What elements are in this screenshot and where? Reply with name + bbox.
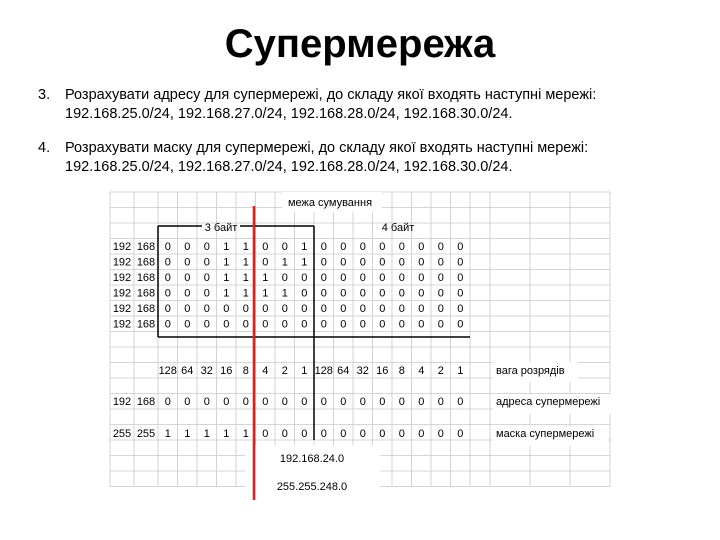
task-number: 4. (38, 140, 51, 156)
network-bit: 0 (262, 256, 269, 269)
network-bit: 1 (242, 287, 249, 300)
mask-bit: 0 (301, 428, 308, 440)
network-bit: 0 (398, 256, 405, 269)
bit-weight: 64 (337, 365, 350, 377)
network-bit: 0 (223, 318, 230, 331)
address-bit: 0 (262, 396, 269, 408)
network-bit: 0 (398, 318, 405, 331)
address-bit: 0 (437, 396, 444, 408)
network-octet-2: 168 (136, 318, 156, 331)
network-bit: 0 (184, 256, 191, 269)
network-bit: 0 (301, 303, 308, 315)
network-octet-1: 192 (112, 318, 132, 331)
result-mask: 255.255.248.0 (276, 481, 348, 493)
mask-bit: 0 (418, 428, 425, 440)
network-bit: 0 (320, 241, 327, 253)
mask-bit: 0 (359, 428, 366, 440)
network-bit: 0 (262, 303, 269, 315)
network-bit: 0 (184, 318, 191, 331)
address-bit: 0 (301, 396, 308, 408)
network-bit: 0 (281, 303, 288, 315)
network-bit: 0 (184, 303, 191, 315)
mask-label: маска супермережі (496, 428, 595, 440)
network-bit: 0 (457, 272, 464, 284)
bit-weight: 16 (220, 365, 233, 377)
network-bit: 0 (301, 272, 308, 284)
network-bit: 0 (164, 241, 171, 253)
network-bit: 0 (281, 241, 288, 253)
network-bit: 0 (340, 303, 347, 315)
address-bit: 0 (164, 396, 171, 408)
network-bit: 1 (281, 287, 288, 300)
address-octet-1: 192 (112, 396, 132, 408)
network-bit: 0 (281, 318, 288, 331)
bit-weight: 8 (398, 365, 405, 377)
result-address: 192.168.24.0 (279, 453, 345, 465)
weights-label: вага розрядів (496, 365, 565, 377)
network-bit: 0 (164, 303, 171, 315)
address-octet-2: 168 (136, 396, 156, 408)
network-bit: 0 (359, 318, 366, 331)
bit-weight: 4 (262, 365, 269, 377)
bit-weight: 2 (281, 365, 288, 377)
network-bit: 0 (203, 303, 210, 315)
network-bit: 0 (418, 303, 425, 315)
network-bit: 0 (379, 256, 386, 269)
network-bit: 1 (242, 241, 249, 253)
network-octet-2: 168 (136, 256, 156, 269)
mask-octet-1: 255 (112, 428, 132, 440)
network-bit: 0 (457, 303, 464, 315)
mask-bit: 1 (164, 428, 171, 440)
bit-weight: 64 (181, 365, 194, 377)
network-bit: 0 (281, 272, 288, 284)
network-bit: 0 (320, 318, 327, 331)
network-octet-2: 168 (136, 303, 156, 315)
address-bit: 0 (379, 396, 386, 408)
network-bit: 0 (418, 272, 425, 284)
network-octet-2: 168 (136, 272, 156, 284)
network-bit: 0 (437, 318, 444, 331)
bit-weight: 32 (200, 365, 213, 377)
task-text-line: Розрахувати маску для супермережі, до складу якої входять наступні мережі: (65, 140, 589, 156)
address-bit: 0 (359, 396, 366, 408)
network-bit: 0 (164, 256, 171, 269)
network-octet-2: 168 (136, 241, 156, 253)
address-bit: 0 (418, 396, 425, 408)
network-bit: 0 (340, 256, 347, 269)
network-bit: 0 (437, 303, 444, 315)
mask-bit: 0 (379, 428, 386, 440)
network-bit: 0 (398, 303, 405, 315)
network-bit: 1 (242, 272, 249, 284)
mask-bit: 0 (457, 428, 464, 440)
mask-bit: 0 (340, 428, 347, 440)
network-bit: 0 (242, 303, 249, 315)
network-bit: 0 (398, 272, 405, 284)
mask-bit: 0 (437, 428, 444, 440)
boundary-label: межа сумування (287, 197, 373, 209)
network-octet-1: 192 (112, 303, 132, 315)
network-bit: 0 (359, 287, 366, 300)
network-octet-2: 168 (136, 287, 156, 300)
mask-bit: 1 (184, 428, 191, 440)
network-bit: 0 (379, 241, 386, 253)
mask-bit: 1 (242, 428, 249, 440)
bit-weight: 4 (418, 365, 425, 377)
network-bit: 0 (379, 287, 386, 300)
network-bit: 1 (262, 272, 269, 284)
mask-bit: 0 (398, 428, 405, 440)
network-bit: 1 (223, 256, 230, 269)
network-bit: 0 (262, 318, 269, 331)
address-bit: 0 (203, 396, 210, 408)
network-bit: 0 (320, 272, 327, 284)
mask-bit: 0 (320, 428, 327, 440)
task-text-line: Розрахувати адресу для супермережі, до складу якої входять наступні мережі: (65, 87, 597, 103)
network-bit: 0 (379, 272, 386, 284)
mask-bit: 0 (262, 428, 269, 440)
network-bit: 1 (242, 256, 249, 269)
network-bit: 1 (223, 272, 230, 284)
network-octet-1: 192 (112, 256, 132, 269)
network-bit: 0 (340, 287, 347, 300)
address-bit: 0 (281, 396, 288, 408)
network-bit: 0 (262, 241, 269, 253)
network-bit: 1 (223, 287, 230, 300)
network-bit: 0 (320, 303, 327, 315)
network-bit: 0 (418, 256, 425, 269)
network-bit: 0 (418, 318, 425, 331)
network-bit: 1 (262, 287, 269, 300)
mask-bit: 1 (203, 428, 210, 440)
network-bit: 0 (359, 272, 366, 284)
network-bit: 0 (437, 272, 444, 284)
network-bit: 0 (320, 287, 327, 300)
network-bit: 0 (203, 287, 210, 300)
network-bit: 0 (320, 256, 327, 269)
task-text-line: 192.168.25.0/24, 192.168.27.0/24, 192.168.28.0/24, 192.168.30.0/24. (65, 159, 513, 175)
network-bit: 0 (379, 318, 386, 331)
network-bit: 0 (457, 241, 464, 253)
network-bit: 0 (340, 272, 347, 284)
network-bit: 0 (164, 318, 171, 331)
address-bit: 0 (184, 396, 191, 408)
network-bit: 0 (457, 256, 464, 269)
network-octet-1: 192 (112, 241, 132, 253)
address-bit: 0 (320, 396, 327, 408)
address-bit: 0 (398, 396, 405, 408)
network-bit: 0 (398, 241, 405, 253)
network-bit: 0 (184, 272, 191, 284)
network-bit: 1 (281, 256, 288, 269)
network-bit: 0 (184, 287, 191, 300)
network-bit: 0 (457, 318, 464, 331)
network-bit: 0 (242, 318, 249, 331)
network-bit: 0 (203, 241, 210, 253)
mask-bit: 1 (223, 428, 230, 440)
network-bit: 1 (223, 241, 230, 253)
network-bit: 1 (301, 241, 308, 253)
network-bit: 0 (164, 287, 171, 300)
network-bit: 0 (340, 241, 347, 253)
network-bit: 0 (203, 256, 210, 269)
network-bit: 0 (398, 287, 405, 300)
network-bit: 0 (437, 241, 444, 253)
network-bit: 0 (301, 318, 308, 331)
network-bit: 0 (184, 241, 191, 253)
network-bit: 0 (437, 256, 444, 269)
bit-weight: 8 (242, 365, 249, 377)
network-bit: 0 (164, 272, 171, 284)
byte4-label: 4 байт (381, 222, 415, 234)
network-bit: 0 (301, 287, 308, 300)
network-bit: 0 (203, 318, 210, 331)
network-bit: 0 (418, 241, 425, 253)
bit-weight: 32 (356, 365, 369, 377)
bit-weight: 128 (314, 365, 333, 377)
bit-weight: 1 (457, 365, 464, 377)
network-bit: 1 (301, 256, 308, 269)
network-bit: 0 (359, 241, 366, 253)
bit-weight: 1 (301, 365, 308, 377)
byte3-label: 3 байт (204, 222, 238, 234)
task-number: 3. (38, 87, 51, 103)
network-bit: 0 (223, 303, 230, 315)
bit-weight: 16 (376, 365, 389, 377)
mask-bit: 0 (281, 428, 288, 440)
network-octet-1: 192 (112, 272, 132, 284)
address-label: адреса супермережі (496, 396, 601, 408)
mask-octet-2: 255 (136, 428, 156, 440)
network-bit: 0 (379, 303, 386, 315)
address-bit: 0 (340, 396, 347, 408)
network-octet-1: 192 (112, 287, 132, 300)
network-bit: 0 (457, 287, 464, 300)
network-bit: 0 (437, 287, 444, 300)
address-bit: 0 (223, 396, 230, 408)
address-bit: 0 (242, 396, 249, 408)
address-bit: 0 (457, 396, 464, 408)
network-bit: 0 (203, 272, 210, 284)
network-bit: 0 (418, 287, 425, 300)
network-bit: 0 (359, 256, 366, 269)
task-text-line: 192.168.25.0/24, 192.168.27.0/24, 192.168.28.0/24, 192.168.30.0/24. (65, 106, 513, 122)
slide-title: Супермережа (224, 22, 496, 66)
network-bit: 0 (359, 303, 366, 315)
network-bit: 0 (340, 318, 347, 331)
bit-weight: 2 (437, 365, 444, 377)
bit-weight: 128 (158, 365, 177, 377)
